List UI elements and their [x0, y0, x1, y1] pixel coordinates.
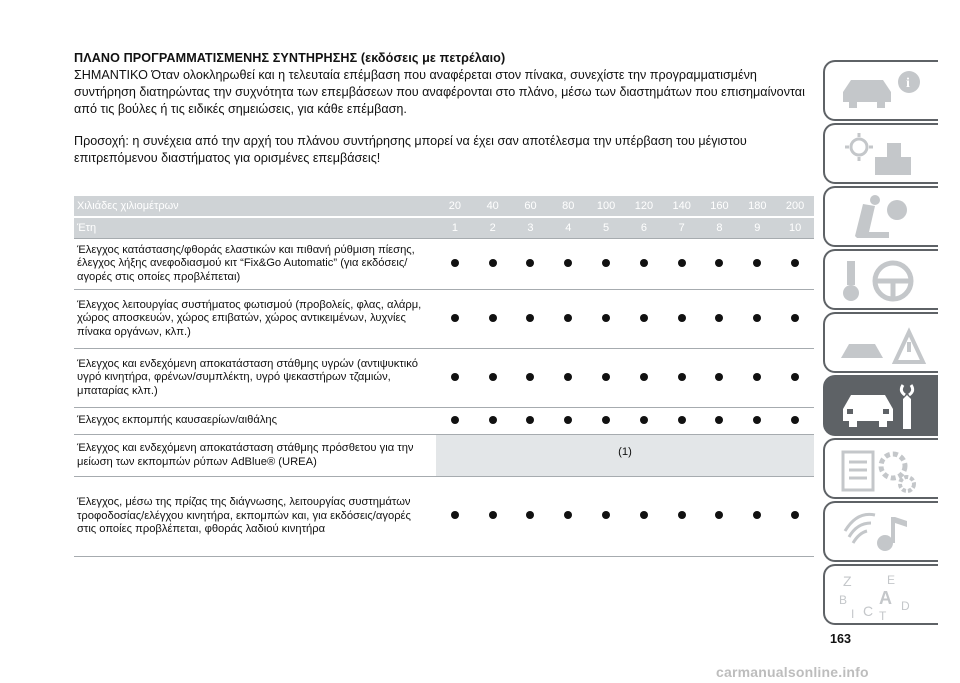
maintenance-table [74, 196, 814, 557]
check-dot [526, 314, 534, 322]
km-header-cell: 140 [663, 196, 701, 217]
alphabet-index-icon [835, 570, 930, 622]
check-dot [526, 259, 534, 267]
check-dot [791, 259, 799, 267]
check-dot [791, 416, 799, 424]
svg-text:I: I [851, 607, 855, 621]
check-dot [753, 259, 761, 267]
table-row [74, 289, 814, 348]
svg-text:i: i [906, 76, 910, 91]
check-dot [451, 314, 459, 322]
car-service-icon [835, 381, 930, 433]
check-dot [602, 314, 610, 322]
check-dot [715, 373, 723, 381]
airbag-seat-icon [835, 192, 930, 244]
section-heading: ΠΛΑΝΟ ΠΡΟΓΡΑΜΜΑΤΙΣΜΕΝΗΣ ΣΥΝΤΗΡΗΣΗΣ (εκδόσεις με πετρέλαιο) [74, 51, 506, 65]
key-steering-icon [835, 255, 930, 307]
tab-car-service[interactable] [823, 375, 938, 436]
table-row [74, 434, 814, 476]
check-dot [526, 416, 534, 424]
table-row [74, 238, 814, 289]
main-content [74, 50, 814, 167]
row-description: Έλεγχος και ενδεχόμενη αποκατάσταση στάθμης πρόσθετου για την μείωση των εκπομπών ρύπων AdBlue® (UREA) [74, 434, 436, 476]
svg-text:E: E [887, 573, 896, 587]
check-dot [715, 259, 723, 267]
years-header-cell: 6 [625, 217, 663, 238]
svg-text:C: C [863, 603, 874, 619]
svg-text:B: B [839, 593, 848, 607]
check-dot [715, 416, 723, 424]
check-dot [753, 416, 761, 424]
km-header-label: Χιλιάδες χιλιομέτρων [74, 196, 436, 217]
check-dot [753, 373, 761, 381]
check-dot [489, 373, 497, 381]
years-header-cell: 5 [587, 217, 625, 238]
check-dot [791, 373, 799, 381]
check-dot [791, 314, 799, 322]
table-row [74, 476, 814, 556]
km-header-cell: 60 [512, 196, 550, 217]
table-row [74, 348, 814, 407]
years-header-cell: 9 [738, 217, 776, 238]
svg-text:D: D [901, 599, 910, 613]
dashboard-lights-icon [835, 129, 930, 181]
page-number: 163 [830, 632, 852, 646]
km-header-cell: 180 [738, 196, 776, 217]
check-dot [451, 373, 459, 381]
check-dot [791, 511, 799, 519]
check-dot [640, 511, 648, 519]
check-dot [640, 259, 648, 267]
km-header-row [74, 196, 814, 217]
check-dot [564, 416, 572, 424]
svg-text:A: A [879, 588, 892, 608]
tab-dashboard-lights[interactable] [823, 123, 938, 184]
check-dot [640, 314, 648, 322]
check-dot [564, 314, 572, 322]
check-dot [715, 314, 723, 322]
car-info-icon [835, 66, 930, 118]
settings-list-icon [835, 444, 930, 496]
km-header-cell: 100 [587, 196, 625, 217]
check-dot [678, 373, 686, 381]
check-dot [564, 259, 572, 267]
years-header-cell: 8 [701, 217, 739, 238]
check-dot [753, 314, 761, 322]
check-dot [489, 511, 497, 519]
km-header-cell: 120 [625, 196, 663, 217]
watermark: carmanualsonline.info [716, 664, 869, 680]
check-dot [564, 511, 572, 519]
years-header-cell: 1 [436, 217, 474, 238]
km-header-cell: 80 [549, 196, 587, 217]
check-dot [640, 416, 648, 424]
row-description: Έλεγχος, μέσω της πρίζας της διάγνωσης, λειτουργίας συστημάτων τροφοδοσίας/ελέγχου κινητήρα, εκπομπών και, για εκδόσεις/αγορές στις οποίες προβλέπεται, φθοράς λαδιού κινητήρα [74, 476, 436, 556]
check-dot [451, 416, 459, 424]
check-dot [489, 416, 497, 424]
years-header-cell: 10 [776, 217, 814, 238]
years-header-cell: 2 [474, 217, 512, 238]
svg-text:Z: Z [843, 573, 852, 589]
check-dot [715, 511, 723, 519]
km-header-cell: 200 [776, 196, 814, 217]
tab-breakdown[interactable] [823, 312, 938, 373]
check-dot [489, 314, 497, 322]
tab-settings-list[interactable] [823, 438, 938, 499]
check-dot [451, 511, 459, 519]
check-dot [526, 373, 534, 381]
check-dot [602, 373, 610, 381]
check-dot [602, 416, 610, 424]
check-dot [678, 314, 686, 322]
years-header-row [74, 217, 814, 238]
check-dot [451, 259, 459, 267]
km-header-cell: 160 [701, 196, 739, 217]
tab-alphabetical-index[interactable] [823, 564, 938, 625]
check-dot [678, 259, 686, 267]
km-header-cell: 20 [436, 196, 474, 217]
tab-car-info[interactable] [823, 60, 938, 121]
row-description: Έλεγχος κατάστασης/φθοράς ελαστικών και πιθανή ρύθμιση πίεσης, έλεγχος λήξης ανεφοδιασμού κιτ “Fix&Go Automatic” (για εκδόσεις/αγορές στις οποίες προβλέπεται) [74, 238, 436, 289]
tab-key-steering[interactable] [823, 249, 938, 310]
check-dot [678, 416, 686, 424]
multimedia-icon [835, 507, 930, 559]
check-dot [753, 511, 761, 519]
important-paragraph: ΣΗΜΑΝΤΙΚΟ Όταν ολοκληρωθεί και η τελευταία επέμβαση που αναφέρεται στον πίνακα, συνεχίστε την προγραμματισμένη συντήρηση διατηρώντας την συχνότητα των επεμβάσεων που αναφέρονται στο πλάνο, μέσω των διαστημάτων που επισημαίνονται από τις βούλες ή τις ειδικές σημειώσεις, για κάθε επέμβαση. [74, 68, 805, 117]
table-row [74, 407, 814, 434]
km-header-cell: 40 [474, 196, 512, 217]
tab-airbag-seat[interactable] [823, 186, 938, 247]
years-header-cell: 3 [512, 217, 550, 238]
note-reference: (1) [436, 434, 814, 476]
breakdown-triangle-icon [835, 318, 930, 370]
row-description: Έλεγχος και ενδεχόμενη αποκατάσταση στάθμης υγρών (αντιψυκτικό υγρό κινητήρα, φρένων/συμπλέκτη, υγρό ψεκαστήρων τζαμιών, μπαταρίας κλπ.) [74, 348, 436, 407]
row-description: Έλεγχος λειτουργίας συστήματος φωτισμού (προβολείς, φλας, αλάρμ, χώρος αποσκευών, χώρος επιβατών, χώρος αντικειμένων, λυχνίες πίνακα οργάνων, κλπ.) [74, 289, 436, 348]
check-dot [489, 259, 497, 267]
check-dot [602, 511, 610, 519]
check-dot [526, 511, 534, 519]
row-description: Έλεγχος εκπομπής καυσαερίων/αιθάλης [74, 407, 436, 434]
years-header-cell: 4 [549, 217, 587, 238]
check-dot [564, 373, 572, 381]
check-dot [678, 511, 686, 519]
svg-text:T: T [879, 609, 887, 622]
check-dot [640, 373, 648, 381]
years-header-cell: 7 [663, 217, 701, 238]
check-dot [602, 259, 610, 267]
warning-paragraph: Προσοχή: η συνέχεια από την αρχή του πλάνου συντήρησης μπορεί να έχει σαν αποτέλεσμα την υπέρβαση του μέγιστου επιτρεπόμενου διαστήματος για ορισμένες επεμβάσεις! [74, 133, 747, 165]
years-header-label: Έτη [74, 217, 436, 238]
tab-multimedia[interactable] [823, 501, 938, 562]
